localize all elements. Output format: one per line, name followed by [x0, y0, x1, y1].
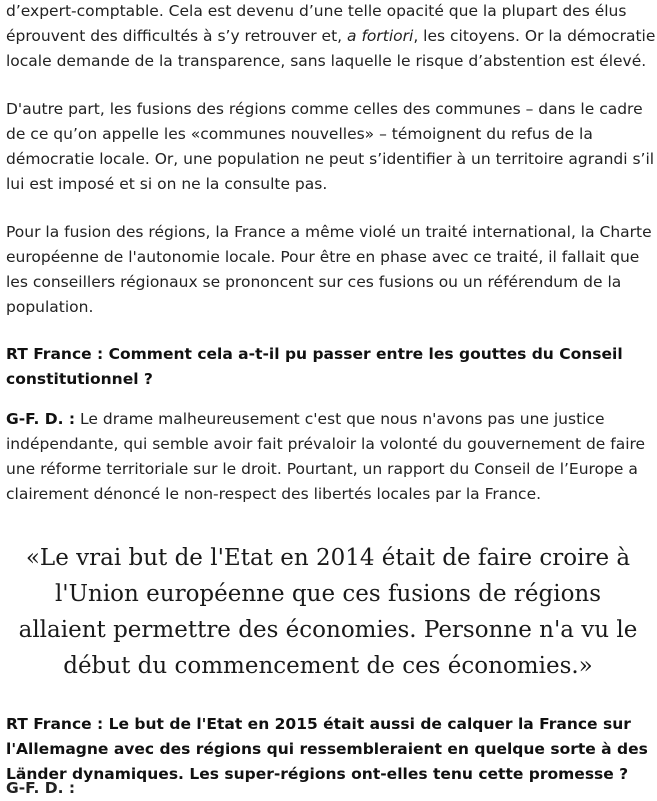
answer-text: Le drame malheureusement c'est que nous n'avons pas une justice indépendante, qui semble avoir fait prévaloir la volonté du gouvernement de faire une réforme territoriale sur le droit. Pourtant, un rapport du Conseil de l’Europe a clairement dénoncé le non-respect des libertés locales par la France.: [6, 410, 646, 503]
italic-phrase: a fortiori: [347, 27, 414, 45]
paragraph-intro-continuation: [6, 0, 656, 74]
speaker-label: G-F. D. :: [6, 410, 76, 428]
paragraph-charte: Pour la fusion des régions, la France a même violé un traité international, la Charte européenne de l'autonomie locale. Pour être en phase avec ce traité, il fallait que les conseillers régionaux se prononcent sur ces fusions ou un référendum de la population.: [6, 223, 652, 316]
paragraph-text-after-italic: , les citoyens. Or la démocratie locale demande de la transparence, sans laquelle le risque d’abstention est élevé.: [6, 27, 656, 70]
pull-quote: «Le vrai but de l'Etat en 2014 était de faire croire à l'Union européenne que ces fusions de régions allaient permettre des économies. Personne n'a vu le début du commencement de ces économies.»: [18, 545, 638, 679]
interview-question-1: RT France : Comment cela a-t-il pu passer entre les gouttes du Conseil constitutionnel ?: [6, 345, 623, 388]
cutoff-next-line: [6, 779, 646, 800]
paragraph-fusions: D'autre part, les fusions des régions comme celles des communes – dans le cadre de ce qu’on appelle les «communes nouvelles» – témoignent du refus de la démocratie locale. Or, une population ne peut s’identifier à un territoire agrandi s’il lui est imposé et si on ne la consulte pas.: [6, 100, 655, 193]
paragraph-text-before-italic: d’expert-comptable. Cela est devenu d’une telle opacité que la plupart des élus éprouvent des difficultés à s’y retrouver et,: [6, 2, 627, 45]
cutoff-speaker-label: G-F. D. :: [6, 779, 76, 797]
interview-question-2: RT France : Le but de l'Etat en 2015 était aussi de calquer la France sur l'Allemagne avec des régions qui ressembleraient en quelque sorte à des Länder dynamiques. Les super-régions ont-elles tenu cette promesse ?: [6, 715, 648, 783]
interview-answer-1: [6, 407, 656, 507]
